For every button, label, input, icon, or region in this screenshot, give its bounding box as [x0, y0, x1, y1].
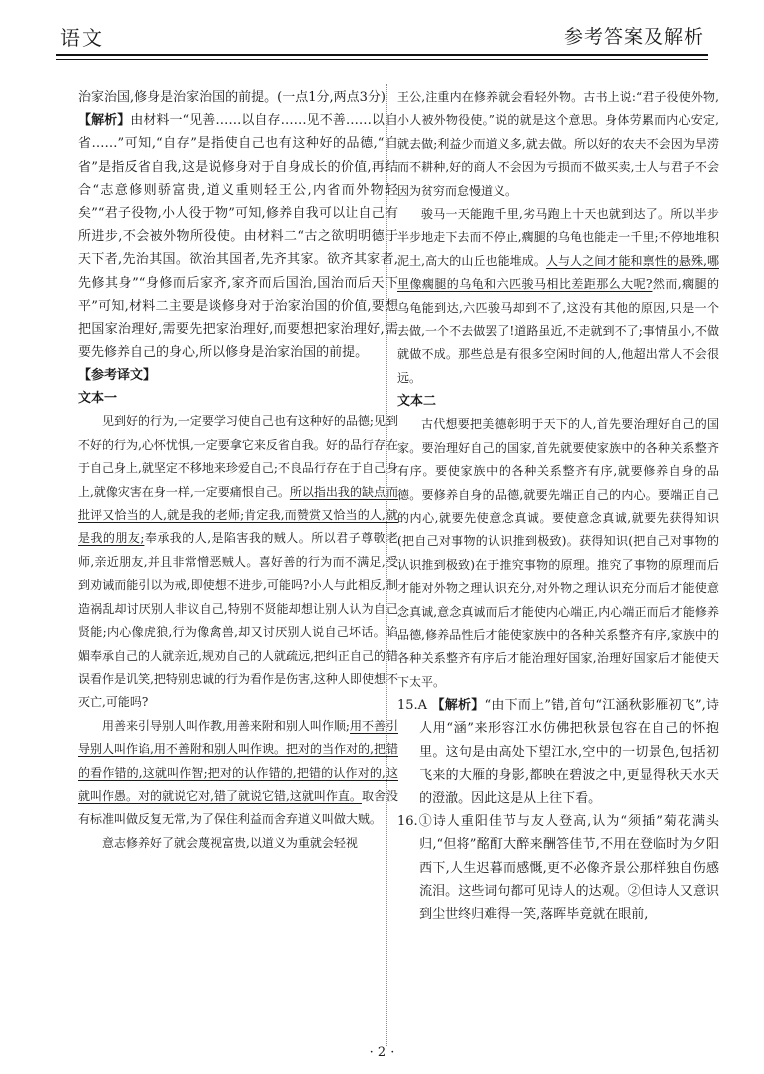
r2-part-c: 然而,瘸腿的乌龟能到达,六匹骏马却到不了,这没有其他的原因,只是一个去做,一个不去做罢了!道路虽近,不走就到不了;事情虽小,不做就做不成。那些总是有很多空闲时间的人,他超出常人不会很远。	[397, 277, 719, 385]
t2-part-c: 取舍没有标准叫做反复无常,为了保住利益而舍弃道义叫做大贼。	[78, 788, 398, 827]
analysis-tag: 【解析】	[78, 113, 131, 129]
text-one-paragraph-3-cont: 王公,注重内在修养就会看轻外物。古书上说:“君子役使外物,小人被外物役使。”说的就是这个意思。身体劳累而内心安定,就去做;利益少而道义多,就去做。所以好的农夫不会因为旱涝而不耕种,好的商人不会因为亏损而不做买卖,士人与君子不会因为贫穷而怠慢道义。	[397, 90, 719, 198]
q16-number: 16.	[397, 814, 418, 830]
t1-underlined-sentence: 所以指出我的缺点而批评又恰当的人,就是我的老师;肯定我,而赞赏又恰当的人,就是我的朋友;	[78, 484, 398, 546]
analysis-paragraph	[78, 109, 398, 364]
question-16-answer	[397, 810, 719, 926]
q15-text: “由下而上”错,首句“江涵秋影雁初飞”,诗人用“涵”来形容江水仿佛把秋景包容在自己的怀抱里。这句是由高处下望江水,空中的一切景色,包括初飞来的大雁的身影,都映在碧波之中,更显得秋天水天的澄澈。因此这是从上往下看。	[419, 698, 719, 806]
t2-part-a: 用善来引导别人叫作教,用善来附和别人叫作顺;	[102, 718, 350, 733]
q15-analysis-tag: 【解析】	[431, 698, 485, 714]
right-column	[397, 86, 719, 926]
analysis-text: 由材料一“见善……以自存……见不善……以自省……”可知,“自存”是指使自己也有这种好的品德,“自省”是指反省自我,这是说修身对于自身成长的价值,再结合“志意修则骄富贵,道义重则轻王公,内省而外物轻矣”“君子役物,小人役于物”可知,修养自我可以让自己有所进步,不会被外物所役使。由材料二“古之欲明明德于天下者,先治其国。欲治其国者,先齐其家。欲齐其家者,先修其身”“身修而后家齐,家齐而后国治,国治而后天下平”可知,材料二主要是谈修身对于治家治国的价值,要想把国家治理好,需要先把家治理好,而要想把家治理好,需要先修养自己的身心,所以修身是治家治国的前提。	[78, 113, 398, 361]
text-two-paragraph: 古代想要把美德彰明于天下的人,首先要治理好自己的国家。要治理好自己的国家,首先就要使家族中的各种关系整齐有序。要使家族中的各种关系整齐有序,就要修养自身的品德。要修养自身的品德,就要先端正自己的内心。要端正自己的内心,就要先使意念真诚。要使意念真诚,就要先获得知识(把自己对事物的认识推到极致)。获得知识(把自己对事物的认识推到极致)在于推究事物的原理。推究了事物的原理而后才能对外物之理认识充分,对外物之理认识充分而后才能使意念真诚,意念真诚而后才能使内心端正,内心端正而后才能修养品德,修养品性后才能使家族中的各种关系整齐有序,家族中的各种关系整齐有序后才能治理好国家,治理好国家后才能使天下太平。	[397, 417, 719, 689]
text-two-heading: 文本二	[397, 394, 437, 410]
text-one-paragraph-2	[78, 715, 398, 832]
t1-part-c: 奉承我的人,是陷害我的贼人。所以君子尊敬老师,亲近朋友,并且非常憎恶贼人。喜好善的行为而不满足,受到劝诫而能引以为戒,即使想不进步,可能吗?小人与此相反,制造祸乱却讨厌别人非议自己,特别不贤能却想让别人认为自己贤能;内心像虎狼,行为像禽兽,却又讨厌别人说自己坏话。谄媚奉承自己的人就亲近,规劝自己的人就疏远,把纠正自己的错误看作是讥笑,把特别忠诚的行为看作是伤害,这种人即使想不灭亡,可能吗?	[78, 531, 399, 710]
q15-number: 15.A	[397, 698, 428, 714]
r2-underlined-sentence: 人与人之间才能和禀性的悬殊,哪里像瘸腿的乌龟和六匹骏马相比差距那么大呢?	[397, 253, 719, 292]
text-one-paragraph-1	[78, 410, 398, 714]
question-15-answer	[397, 694, 719, 810]
subject-label: 语文	[60, 26, 104, 50]
q16-text: ①诗人重阳佳节与友人登高,认为“须插”菊花满头归,“但将”酩酊大醉来酬答佳节,不用在登临时为夕阳西下,人生迟暮而感慨,更不必像齐景公那样独自伤感流泪。这些词句都可见诗人的达观。②但诗人又意识到尘世终归难得一笑,落晖毕竟就在眼前,	[417, 814, 719, 922]
text-one-paragraph-3: 意志修养好了就会蔑视富贵,以道义为重就会轻视	[102, 835, 358, 850]
left-column	[78, 86, 398, 855]
header-rule-thin	[56, 59, 708, 60]
answer-continuation: 治家治国,修身是治家治国的前提。(一点1分,两点3分)	[78, 90, 386, 105]
r2-part-a: 骏马一天能跑千里,劣马跑上十天也就到达了。所以半步半步地走下去而不停止,瘸腿的乌龟也能走一千里;不停地堆积泥土,高大的山丘也能堆成。	[397, 207, 719, 268]
t2-underlined-sentence: 用不善引导别人叫作谄,用不善附和别人叫作谀。把对的当作对的,把错的看作错的,这就叫作智;把对的认作错的,把错的认作对的,这就叫作愚。对的就说它对,错了就说它错,这就叫作直。	[78, 718, 398, 803]
header-rule-thick	[56, 54, 708, 56]
header-title: 参考答案及解析	[563, 26, 704, 48]
text-one-heading: 文本一	[78, 391, 118, 407]
t1-part-a: 见到好的行为,一定要学习使自己也有这种好的品德;见到不好的行为,心怀忧惧,一定要拿它来反省自我。好的品行存在于自己身上,就坚定不移地来珍爱自己;不良品行存在于自己身上,就像灾害在身一样,一定要痛恨自己。	[78, 414, 398, 499]
reference-translation-heading: 【参考译文】	[78, 368, 157, 384]
page-header	[56, 18, 708, 52]
page-number: · 2 ·	[369, 1045, 395, 1060]
text-one-paragraph-4	[397, 203, 719, 390]
